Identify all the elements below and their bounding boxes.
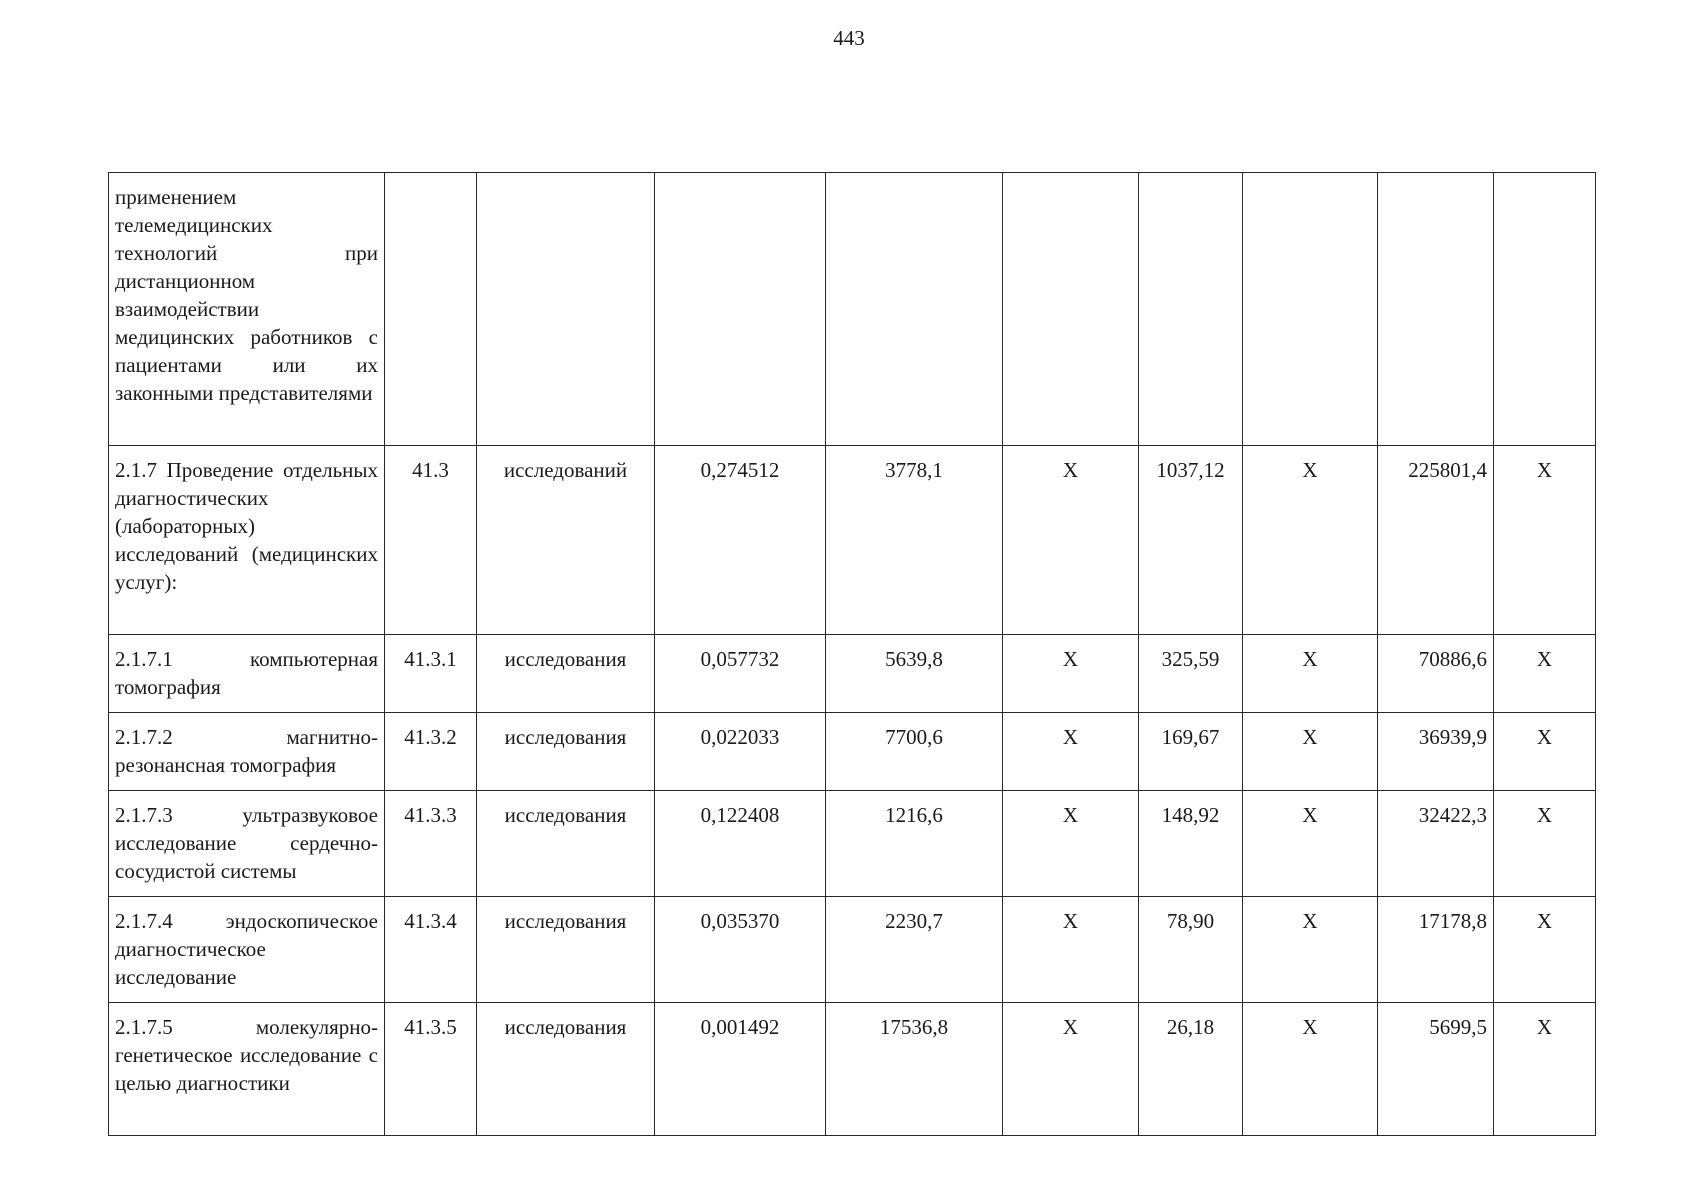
- row-unit: исследований: [477, 446, 655, 635]
- row-col10: X: [1494, 791, 1596, 897]
- row-col7: 148,92: [1139, 791, 1243, 897]
- row-code: [385, 173, 477, 446]
- row-col7: 169,67: [1139, 713, 1243, 791]
- row-col6: X: [1003, 897, 1139, 1003]
- row-col6: X: [1003, 635, 1139, 713]
- table-row: [109, 791, 1596, 897]
- row-name: 2.1.7 Проведение отдельных диагностических (лабораторных) исследований (медицинских услуг):: [109, 446, 385, 635]
- row-name: 2.1.7.5 молекулярно-генетическое исследование с целью диагностики: [109, 1003, 385, 1136]
- row-col9: 5699,5: [1378, 1003, 1494, 1136]
- row-col9: 36939,9: [1378, 713, 1494, 791]
- row-name: 2.1.7.3 ультразвуковое исследование сердечно-сосудистой системы: [109, 791, 385, 897]
- row-col10: X: [1494, 897, 1596, 1003]
- row-name: 2.1.7.2 магнитно-резонансная томография: [109, 713, 385, 791]
- row-code: 41.3.4: [385, 897, 477, 1003]
- row-unit: исследования: [477, 1003, 655, 1136]
- row-col9: 225801,4: [1378, 446, 1494, 635]
- row-norm-volume: 0,001492: [655, 1003, 826, 1136]
- table-row: [109, 713, 1596, 791]
- row-col9: 17178,8: [1378, 897, 1494, 1003]
- row-col10: X: [1494, 635, 1596, 713]
- row-col10: X: [1494, 446, 1596, 635]
- row-code: 41.3.5: [385, 1003, 477, 1136]
- row-norm-cost: [826, 173, 1003, 446]
- row-col8: X: [1243, 635, 1378, 713]
- row-col8: X: [1243, 713, 1378, 791]
- row-col9: 32422,3: [1378, 791, 1494, 897]
- row-col7: 325,59: [1139, 635, 1243, 713]
- row-unit: исследования: [477, 713, 655, 791]
- row-norm-cost: 17536,8: [826, 1003, 1003, 1136]
- table-row: [109, 635, 1596, 713]
- table-row: [109, 1003, 1596, 1136]
- row-norm-cost: 2230,7: [826, 897, 1003, 1003]
- row-name: 2.1.7.1 компьютерная томография: [109, 635, 385, 713]
- row-col10: [1494, 173, 1596, 446]
- row-col7: 1037,12: [1139, 446, 1243, 635]
- row-norm-volume: 0,057732: [655, 635, 826, 713]
- table-row: [109, 897, 1596, 1003]
- row-col7: [1139, 173, 1243, 446]
- page-number: 443: [833, 26, 865, 50]
- row-col6: X: [1003, 791, 1139, 897]
- table-row: [109, 446, 1596, 635]
- row-code: 41.3.3: [385, 791, 477, 897]
- row-col9: [1378, 173, 1494, 446]
- row-name: применением телемедицинских технологий при дистанционном взаимодействии медицинских работников с пациентами или их законными представителями: [109, 173, 385, 446]
- row-col8: [1243, 173, 1378, 446]
- row-col8: X: [1243, 446, 1378, 635]
- row-norm-cost: 5639,8: [826, 635, 1003, 713]
- row-col9: 70886,6: [1378, 635, 1494, 713]
- row-norm-volume: 0,274512: [655, 446, 826, 635]
- row-col8: X: [1243, 791, 1378, 897]
- row-col6: X: [1003, 1003, 1139, 1136]
- row-col8: X: [1243, 897, 1378, 1003]
- row-unit: исследования: [477, 635, 655, 713]
- row-col6: X: [1003, 713, 1139, 791]
- row-col10: X: [1494, 1003, 1596, 1136]
- row-code: 41.3: [385, 446, 477, 635]
- row-name: 2.1.7.4 эндоскопическое диагностическое исследование: [109, 897, 385, 1003]
- table-body: [109, 173, 1596, 1136]
- row-col6: X: [1003, 446, 1139, 635]
- row-col7: 26,18: [1139, 1003, 1243, 1136]
- row-code: 41.3.2: [385, 713, 477, 791]
- row-norm-cost: 3778,1: [826, 446, 1003, 635]
- row-col8: X: [1243, 1003, 1378, 1136]
- row-norm-volume: 0,122408: [655, 791, 826, 897]
- row-unit: исследования: [477, 897, 655, 1003]
- row-col6: [1003, 173, 1139, 446]
- row-norm-volume: [655, 173, 826, 446]
- table-row: [109, 173, 1596, 446]
- row-norm-cost: 1216,6: [826, 791, 1003, 897]
- row-norm-volume: 0,035370: [655, 897, 826, 1003]
- row-col7: 78,90: [1139, 897, 1243, 1003]
- data-table: [108, 172, 1596, 1136]
- row-unit: исследования: [477, 791, 655, 897]
- row-norm-cost: 7700,6: [826, 713, 1003, 791]
- row-norm-volume: 0,022033: [655, 713, 826, 791]
- row-code: 41.3.1: [385, 635, 477, 713]
- row-col10: X: [1494, 713, 1596, 791]
- row-unit: [477, 173, 655, 446]
